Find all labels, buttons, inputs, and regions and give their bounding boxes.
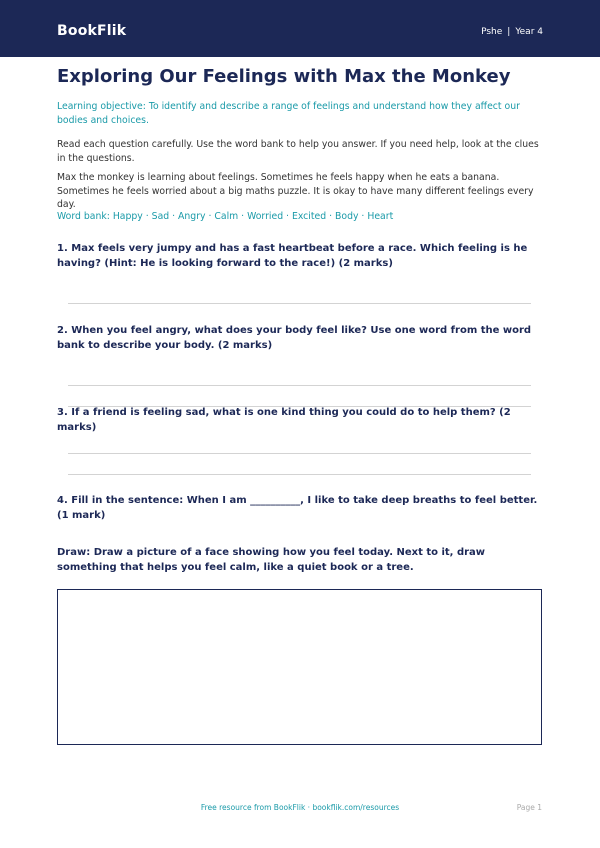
- story-text: Max the monkey is learning about feelings. Sometimes he feels happy when he eats a banana. Sometimes he feels worried about a big maths puzzle. It is okay to have many different feelings every day.: [57, 172, 534, 210]
- question-2: 2. When you feel angry, what does your body feel like? Use one word from the word bank to describe your body. (2 marks): [57, 325, 532, 351]
- brand-logo: BookFlik: [57, 23, 127, 39]
- question-4: 4. Fill in the sentence: When I am __________, I like to take deep breaths to feel better. (1 mark): [57, 495, 538, 521]
- answer-line-1[interactable]: [68, 303, 531, 304]
- header-separator: |: [507, 27, 511, 37]
- draw-task: Draw: Draw a picture of a face showing how you feel today. Next to it, draw something that helps you feel calm, like a quiet book or a tree.: [57, 547, 486, 573]
- subject-label: Pshe: [481, 27, 503, 37]
- answer-line-2a[interactable]: [68, 385, 531, 386]
- worksheet-title: Exploring Our Feelings with Max the Monkey: [57, 66, 511, 87]
- header-bar: [0, 0, 600, 57]
- header-meta: [481, 27, 543, 37]
- answer-line-3a[interactable]: [68, 453, 531, 454]
- instructions-text: Read each question carefully. Use the word bank to help you answer. If you need help, look at the clues in the questions.: [57, 139, 539, 164]
- footer-text: Free resource from BookFlik · bookflik.com/resources: [200, 803, 400, 812]
- word-bank: Word bank: Happy · Sad · Angry · Calm · Worried · Excited · Body · Heart: [57, 211, 394, 222]
- answer-line-3b[interactable]: [68, 474, 531, 475]
- learning-objective: Learning objective: To identify and describe a range of feelings and understand how they affect our bodies and choices.: [57, 101, 520, 126]
- page-number: Page 1: [516, 803, 542, 812]
- drawing-box[interactable]: [57, 589, 542, 745]
- question-3: 3. If a friend is feeling sad, what is one kind thing you could do to help them? (2 marks): [57, 407, 511, 433]
- year-label: Year 4: [515, 27, 543, 37]
- question-1: 1. Max feels very jumpy and has a fast heartbeat before a race. Which feeling is he having? (Hint: He is looking forward to the race!) (2 marks): [57, 243, 528, 269]
